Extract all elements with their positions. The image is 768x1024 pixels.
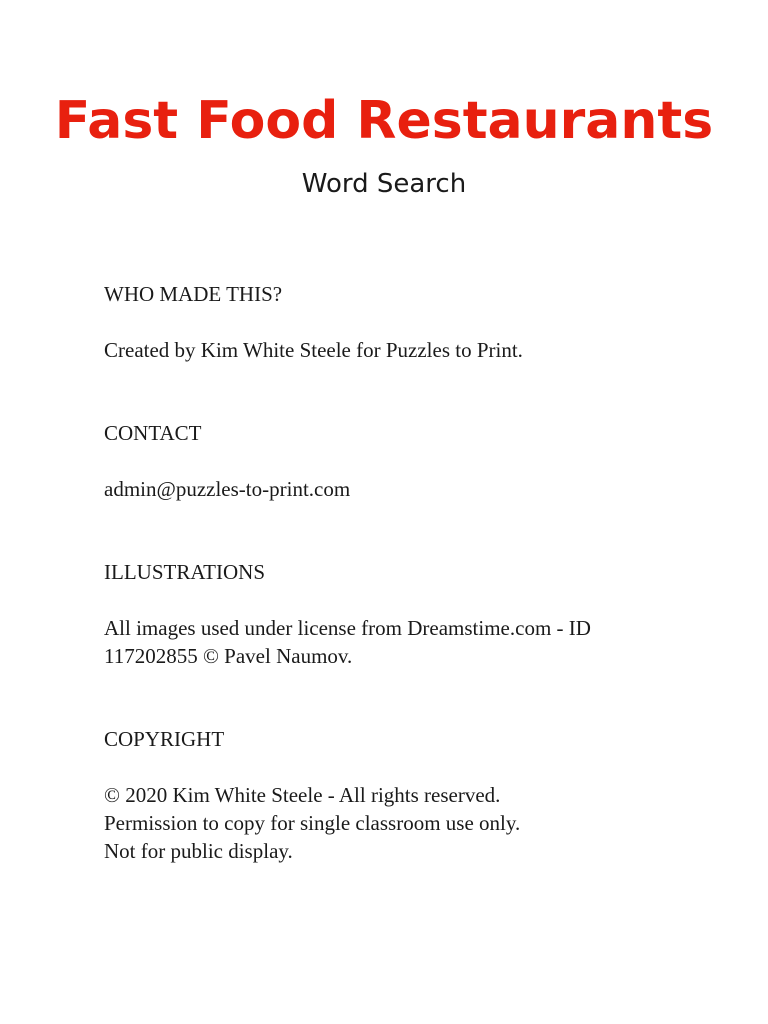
section-text — [104, 781, 684, 865]
section-contact — [104, 419, 684, 503]
text-line: Not for public display. — [104, 839, 293, 863]
text-line: Created by Kim White Steele for Puzzles to Print. — [104, 338, 523, 362]
section-heading: CONTACT — [104, 421, 202, 445]
text-line: © 2020 Kim White Steele - All rights reserved. — [104, 783, 501, 807]
text-line: 117202855 © Pavel Naumov. — [104, 644, 353, 668]
text-line: All images used under license from Dreamstime.com - ID — [104, 616, 591, 640]
contact-email: admin@puzzles-to-print.com — [104, 477, 351, 501]
section-illustrations — [104, 558, 684, 670]
section-text — [104, 475, 684, 503]
page-title: Fast Food Restaurants — [54, 91, 714, 151]
page-subtitle: Word Search — [301, 169, 467, 199]
text-line: Permission to copy for single classroom use only. — [104, 811, 521, 835]
section-text — [104, 336, 684, 364]
section-heading: WHO MADE THIS? — [104, 282, 283, 306]
section-copyright — [104, 725, 684, 865]
section-text — [104, 614, 684, 670]
section-who-made-this — [104, 280, 684, 364]
section-heading: ILLUSTRATIONS — [104, 560, 265, 584]
section-heading: COPYRIGHT — [104, 727, 225, 751]
info-content — [104, 280, 684, 865]
